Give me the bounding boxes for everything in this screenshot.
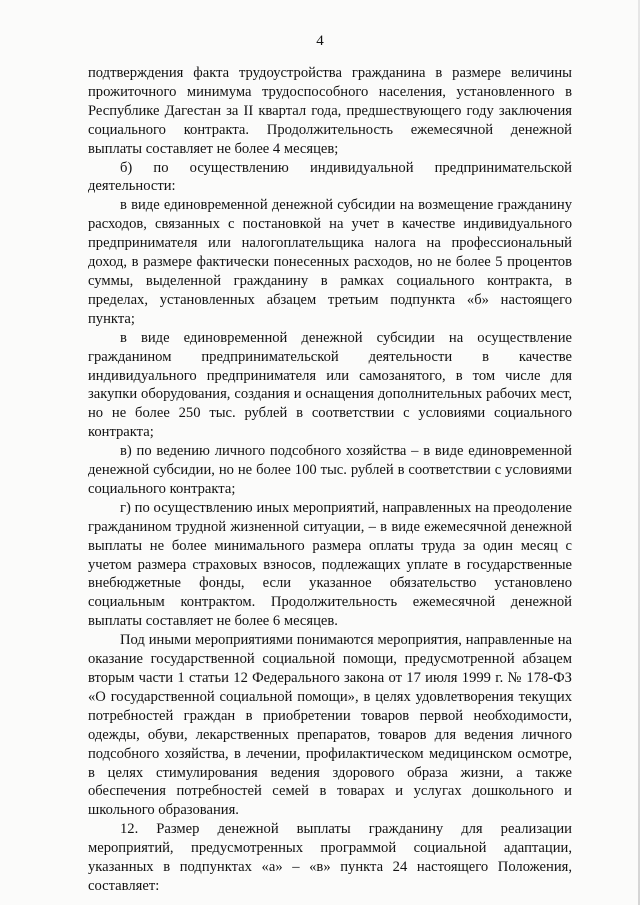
paragraph-other-measures-definition: Под иными мероприятиями понимаются мероприятия, направленные на оказание государственной социальной помощи, предусмотренной абзацем вторым части 1 статьи 12 Федерального закона от 17 июля 1999 г. № 178-ФЗ «О государственной социальной помощи», в целях удовлетворения текущих потребностей граждан в приобретении товаров первой необходимости, одежды, обуви, лекарственных препаратов, товаров для ведения личного подсобного хозяйства, в лечении, профилактическом медицинском осмотре, в целях стимулирования ведения здорового образа жизни, а также обеспечения потребностей семей в товарах и услугах дошкольного и школьного образования. [88, 632, 572, 819]
page-number: 4 [316, 33, 324, 49]
paragraph-other-measures: г) по осуществлению иных мероприятий, направленных на преодоление гражданином трудной жизненной ситуации, – в виде ежемесячной денежной выплаты не более минимального размера оплаты труда за один месяц с учетом размера страховых взносов, подлежащих уплате в государственные внебюджетные фонды, если указанное обязательство установлено социальным контрактом. Продолжительность ежемесячной денежной выплаты составляет не более 6 месяцев. [88, 499, 572, 630]
paragraph-business-subsidy: в виде единовременной денежной субсидии на осуществление гражданином предпринимательской деятельности в качестве индивидуального предпринимателя или самозанятого, в том числе для закупки оборудования, создания и оснащения дополнительных рабочих мест, но не более 250 тыс. рублей в соответствии с условиями социального контракта; [88, 329, 572, 441]
paragraph-income-confirmation: подтверждения факта трудоустройства гражданина в размере величины прожиточного минимума трудоспособного населения, установленного в Республике Дагестан за II квартал года, предшествующего году заключения социального контракта. Продолжительность ежемесячной денежной выплаты составляет не более 4 месяцев; [88, 65, 572, 157]
paragraph-payment-amount: 12. Размер денежной выплаты гражданину для реализации мероприятий, предусмотренных программой социальной адаптации, указанных в подпунктах «а» – «в» пункта 24 настоящего Положения, составляет: [88, 821, 572, 894]
paragraph-entrepreneurship-heading: б) по осуществлению индивидуальной предпринимательской деятельности: [88, 159, 572, 195]
paragraph-registration-subsidy: в виде единовременной денежной субсидии на возмещение гражданину расходов, связанных с постановкой на учет в качестве индивидуального предпринимателя или налогоплательщика налога на профессиональный доход, в размере фактически понесенных расходов, но не более 5 процентов суммы, выделенной гражданину в рамках социального контракта, в пределах, установленных абзацем третьим подпункта «б» настоящего пункта; [88, 197, 572, 327]
document-body [88, 64, 572, 896]
paragraph-household-farming: в) по ведению личного подсобного хозяйства – в виде единовременной денежной субсидии, но не более 100 тыс. рублей в соответствии с условиями социального контракта; [88, 443, 572, 497]
